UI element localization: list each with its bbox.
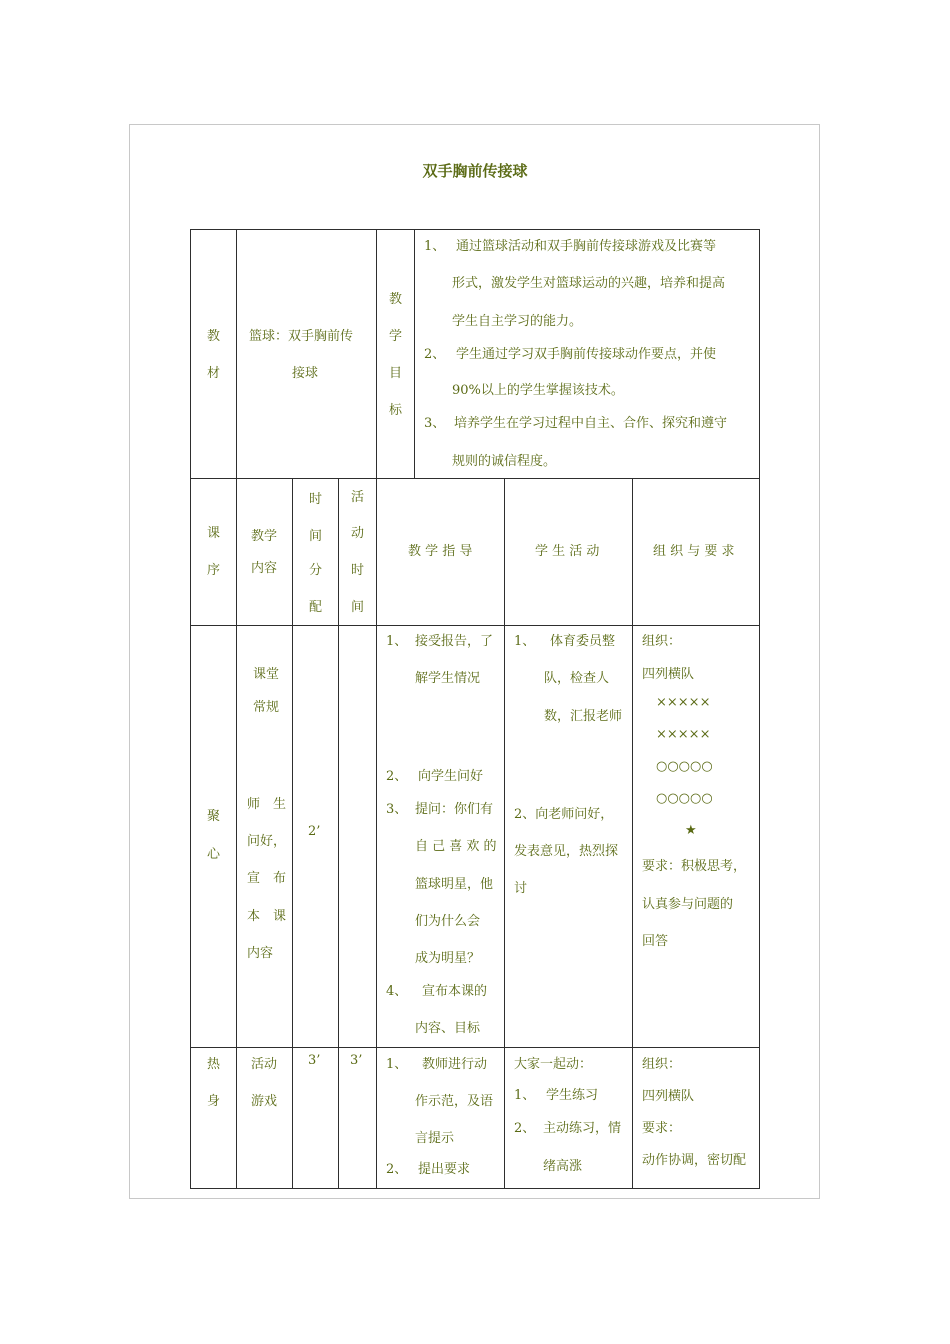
org-text: 要求：积极思考， <box>642 859 747 874</box>
formation-row-x: ××××× <box>656 695 711 710</box>
table-border-left <box>190 229 191 1189</box>
section-activity-time: 3’ <box>350 1053 363 1068</box>
guide-text: 教师进行动 <box>422 1057 488 1072</box>
org-text: 四列横队 <box>642 667 695 682</box>
material-content: 接球 <box>292 366 319 381</box>
org-text: 动作协调，密切配 <box>642 1153 747 1168</box>
table-col-divider <box>414 229 415 478</box>
guide-number: 4、 <box>386 984 408 999</box>
student-activity: 1、 <box>514 1088 536 1103</box>
teacher-star-icon: ★ <box>685 823 697 838</box>
header-seq: 序 <box>207 563 221 578</box>
material-label: 材 <box>207 366 221 381</box>
goal-text: 通过篮球活动和双手胸前传接球游戏及比赛等 <box>456 239 717 254</box>
section-content: 问好， <box>247 834 287 849</box>
material-label: 教 <box>207 329 221 344</box>
guide-text: 们为什么会 <box>415 914 481 929</box>
section-seq: 聚 <box>207 809 221 824</box>
section-content: 课堂 <box>253 667 280 682</box>
goal-text: 培养学生在学习过程中自主、合作、探究和遵守 <box>454 416 728 431</box>
section-content: 活动 <box>251 1057 278 1072</box>
goal-label: 学 <box>389 329 403 344</box>
guide-text: 宣布本课的 <box>422 984 488 999</box>
section-content: 本 课 <box>247 909 287 924</box>
table-row-divider <box>190 625 760 626</box>
header-time: 分 <box>309 563 323 578</box>
org-text: 认真参与问题的 <box>642 897 734 912</box>
header-content: 教学 <box>251 529 278 544</box>
header-guide: 教 学 指 导 <box>408 544 473 559</box>
section-time: 2’ <box>308 824 321 839</box>
table-border-right <box>759 229 760 1189</box>
header-activity-time: 动 <box>351 526 365 541</box>
goal-text: 学生通过学习双手胸前传接球动作要点，并使 <box>456 347 717 362</box>
material-content: 篮球：双手胸前传 <box>249 329 354 344</box>
table-border-bottom <box>190 1188 760 1189</box>
header-content: 内容 <box>251 561 278 576</box>
student-activity: 1、 <box>514 634 536 649</box>
goal-number: 1、 <box>424 239 446 254</box>
guide-text: 言提示 <box>415 1131 455 1146</box>
formation-row-o: ○○○○○ <box>656 791 713 806</box>
guide-text: 自 己 喜 欢 的 <box>415 839 497 854</box>
goal-number: 2、 <box>424 347 446 362</box>
guide-number: 2、 <box>386 769 408 784</box>
guide-text: 成为明星？ <box>415 951 481 966</box>
table-col-divider <box>292 478 293 1189</box>
table-col-divider <box>236 229 237 1189</box>
student-activity: 主动练习，情 <box>543 1121 622 1136</box>
student-activity: 讨 <box>514 881 528 896</box>
org-text: 组织： <box>642 1057 682 1072</box>
section-time: 3’ <box>308 1053 321 1068</box>
org-text: 要求： <box>642 1121 682 1136</box>
student-activity: 学生练习 <box>546 1088 599 1103</box>
section-content: 游戏 <box>251 1094 278 1109</box>
org-text: 组织： <box>642 634 682 649</box>
section-content: 内容 <box>247 946 274 961</box>
guide-number: 1、 <box>386 1057 408 1072</box>
guide-text: 提问：你们有 <box>415 802 494 817</box>
header-activity-time: 间 <box>351 600 365 615</box>
student-activity: 绪高涨 <box>543 1159 583 1174</box>
goal-number: 3、 <box>424 416 446 431</box>
table-row-divider <box>190 478 760 479</box>
goal-label: 标 <box>389 403 403 418</box>
section-content: 宣 布 <box>247 871 287 886</box>
header-seq: 课 <box>207 526 221 541</box>
section-seq: 心 <box>207 847 221 862</box>
org-text: 回答 <box>642 934 669 949</box>
student-activity: 大家一起动： <box>514 1057 593 1072</box>
guide-text: 接受报告，了 <box>415 634 494 649</box>
guide-text: 内容、目标 <box>415 1021 481 1036</box>
guide-number: 1、 <box>386 634 408 649</box>
table-col-divider <box>632 478 633 1189</box>
guide-text: 解学生情况 <box>415 671 481 686</box>
student-activity: 体育委员整 <box>550 634 616 649</box>
goal-text: 形式，激发学生对篮球运动的兴趣，培养和提高 <box>452 276 726 291</box>
table-col-divider <box>338 478 339 1189</box>
section-content: 师 生 <box>247 797 287 812</box>
guide-text: 作示范，及语 <box>415 1094 494 1109</box>
guide-text: 向学生问好 <box>418 769 484 784</box>
section-content: 常规 <box>253 700 280 715</box>
goal-text: 学生自主学习的能力。 <box>452 314 583 329</box>
table-border-top <box>190 229 760 230</box>
org-text: 四列横队 <box>642 1089 695 1104</box>
goal-label: 教 <box>389 292 403 307</box>
header-time: 配 <box>309 600 323 615</box>
header-student: 学 生 活 动 <box>535 544 600 559</box>
student-activity: 队，检查人 <box>544 671 610 686</box>
header-activity-time: 时 <box>351 563 365 578</box>
student-activity: 数，汇报老师 <box>544 709 623 724</box>
guide-text: 提出要求 <box>418 1162 471 1177</box>
student-activity: 发表意见，热烈探 <box>514 844 619 859</box>
student-activity: 2、向老师问好， <box>514 807 614 822</box>
header-time: 时 <box>309 492 323 507</box>
guide-number: 2、 <box>386 1162 408 1177</box>
document-title: 双手胸前传接球 <box>422 162 528 180</box>
student-activity: 2、 <box>514 1121 536 1136</box>
section-seq: 热 <box>207 1057 221 1072</box>
header-time: 间 <box>309 529 323 544</box>
table-col-divider <box>376 229 377 1189</box>
goal-text: 90%以上的学生掌握该技术。 <box>452 383 624 398</box>
table-col-divider <box>504 478 505 1189</box>
formation-row-x: ××××× <box>656 727 711 742</box>
guide-number: 3、 <box>386 802 408 817</box>
goal-text: 规则的诚信程度。 <box>452 454 557 469</box>
table-row-divider <box>190 1047 760 1048</box>
guide-text: 篮球明星，他 <box>415 877 494 892</box>
formation-row-o: ○○○○○ <box>656 759 713 774</box>
header-org: 组 织 与 要 求 <box>653 544 735 559</box>
goal-label: 目 <box>389 366 403 381</box>
section-seq: 身 <box>207 1094 221 1109</box>
header-activity-time: 活 <box>351 490 365 505</box>
